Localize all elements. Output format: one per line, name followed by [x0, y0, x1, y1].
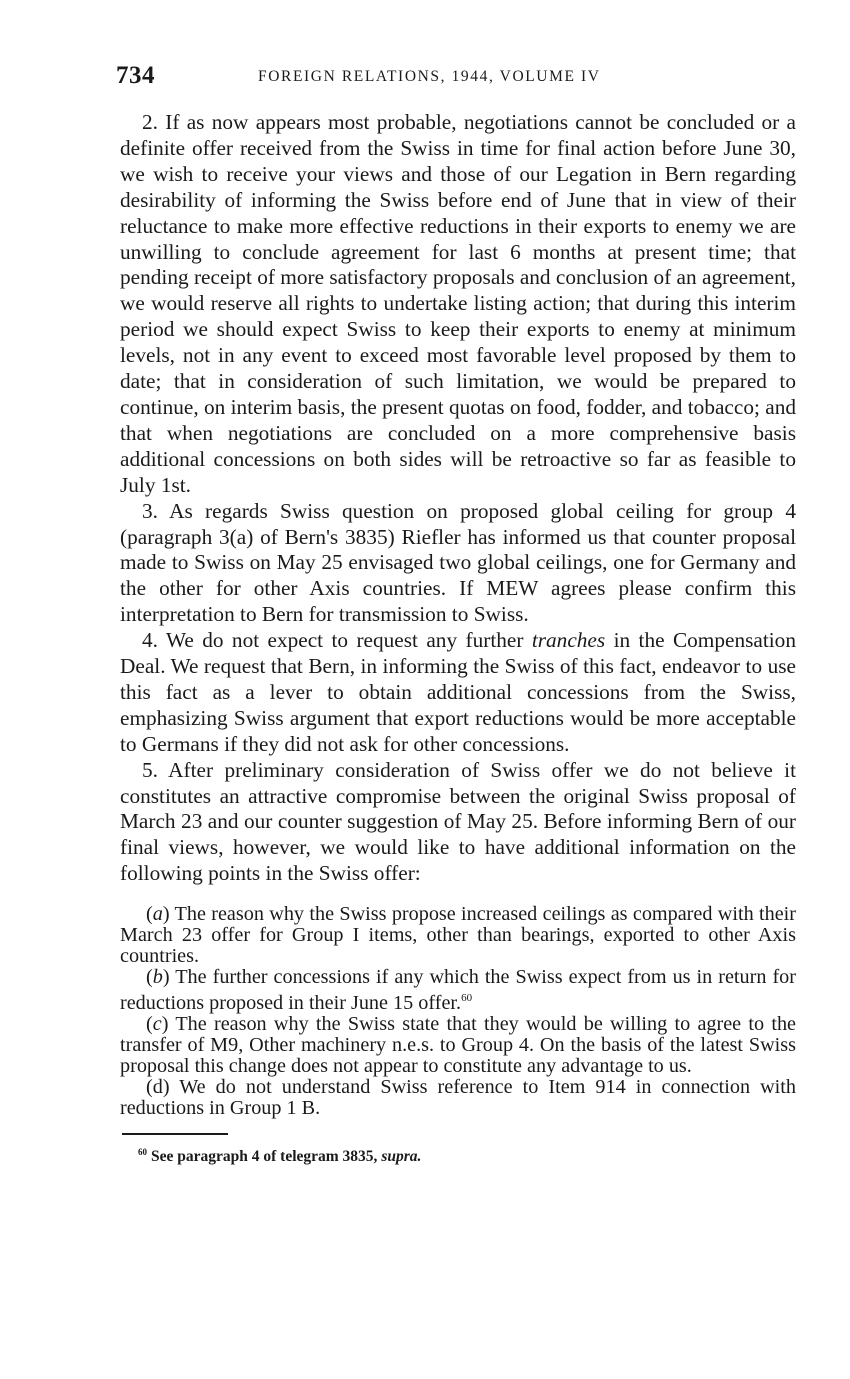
paragraph-2: 2. If as now appears most probable, negotiations cannot be concluded or a definite offer received from the Swiss in time for final action before June 30, we wish to receive your views and those of our Legation in Bern regarding desirability of informing the Swiss before end of June that in view of their reluctance to make more effective reductions in their exports to enemy we are unwilling to conclude agreement for last 6 months at present time; that pending receipt of more satisfactory proposals and conclusion of an agreement, we would reserve all rights to undertake listing action; that during this interim period we should expect Swiss to keep their exports to enemy at minimum levels, not in any event to exceed most favorable level proposed by them to date; that in consideration of such limitation, we would be prepared to continue, on interim basis, the present quotas on food, fodder, and tobacco; and that when negotiations are concluded on a more comprehensive basis additional concessions on both sides will be retroactive so far as feasible to July 1st.: [120, 110, 796, 497]
page-header: [116, 62, 796, 96]
paragraph-5: 5. After preliminary consideration of Swiss offer we do not believe it constitutes an attractive compromise between the original Swiss proposal of March 23 and our counter suggestion of May 25. Before informing Bern of our final views, however, we would like to have additional information on the following points in the Swiss offer:: [120, 757, 796, 886]
subitem-b: (b) The further concessions if any which the Swiss expect from us in return for reductions proposed in their June 15 offer.$^{60}$: [120, 966, 796, 1015]
paragraph-4-after: in the Compensation Deal. We request that Bern, in informing the Swiss of this fact, endeavor to use this fact as a lever to obtain additional concessions from the Swiss, emphasizing Swiss argument that export reductions would be more acceptable to Germans if they did not ask for other concessions.: [120, 628, 796, 756]
paragraph-4-before: 4. We do not expect to request any further: [142, 628, 532, 653]
footnote: [138, 1147, 796, 1166]
subitem-b-text: The further concessions if any which the Swiss expect from us in return for reductions proposed in their June 15 offer.: [120, 966, 796, 1015]
subitem-c-label: c: [152, 1013, 162, 1036]
subitem-c: (c) The reason why the Swiss state that they would be willing to agree to the transfer of M9, Other machinery n.e.s. to Group 4. On the basis of the latest Swiss proposal this change does not appear to constitute any advantage to us.: [120, 1013, 797, 1078]
subitem-a-text: The reason why the Swiss propose increased ceilings as compared with their March 23 offer for Group I items, other than bearings, exported to other Axis countries.: [120, 903, 797, 968]
body-text: [120, 110, 796, 887]
paragraph-3: 3. As regards Swiss question on proposed global ceiling for group 4 (paragraph 3(a) of Bern's 3835) Riefler has informed us that counter proposal made to Swiss on May 25 envisaged two global ceilings, one for Germany and the other for other Axis countries. If MEW agrees please confirm this interpretation to Bern for transmission to Swiss.: [120, 498, 796, 627]
footnote-divider: [122, 1133, 228, 1135]
paragraph-4-italic: tranches: [531, 628, 606, 653]
subitem-a-label: a: [152, 903, 163, 926]
subitem-d: (d) We do not understand Swiss reference to Item 914 in connection with reductions in Group 1 B.: [120, 1076, 796, 1120]
subitem-b-label: b: [152, 966, 163, 989]
subitem-list: [120, 904, 796, 1119]
footnote-mark: 60: [138, 1147, 147, 1158]
footnote-reference: 60: [461, 992, 473, 1005]
footnote-text: See paragraph 4 of telegram 3835,: [151, 1148, 382, 1166]
page-number: 734: [116, 62, 155, 89]
running-head: FOREIGN RELATIONS, 1944, VOLUME IV: [258, 68, 601, 85]
document-page: [116, 62, 797, 1166]
subitem-a: (a) The reason why the Swiss propose increased ceilings as compared with their March 23 offer for Group I items, other than bearings, exported to other Axis countries.: [120, 903, 797, 968]
paragraph-4: [120, 628, 796, 758]
footnote-italic: supra.: [381, 1148, 422, 1166]
subitem-c-text: The reason why the Swiss state that they would be willing to agree to the transfer of M9, Other machinery n.e.s. to Group 4. On the basis of the latest Swiss proposal this change does not appear to constitute any advantage to us.: [120, 1013, 797, 1078]
